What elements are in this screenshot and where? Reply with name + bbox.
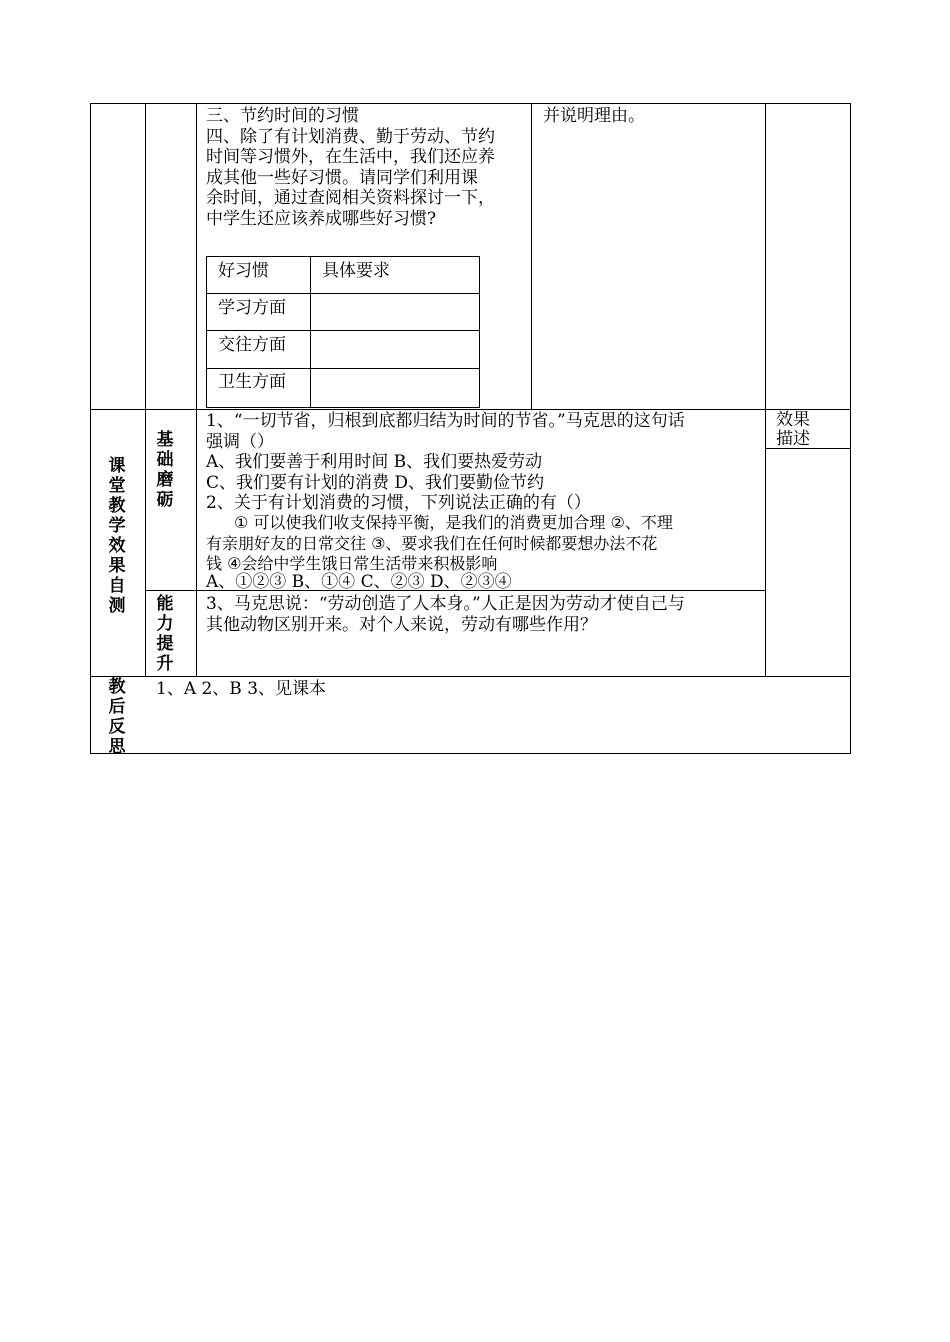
option-line: 有亲朋好友的日常交往 ③、要求我们在任何时候都要想办法不花	[206, 533, 658, 553]
basic-questions	[206, 411, 685, 514]
question-line: 3、马克思说：“劳动创造了人本身。”人正是因为劳动才使自己与	[206, 594, 685, 614]
prompt-line: 四、除了有计划消费、勤于劳动、节约	[206, 126, 495, 147]
habits-col-divider	[310, 256, 311, 408]
prompt-line: 三、节约时间的习惯	[206, 106, 359, 126]
reflection-text	[156, 679, 326, 700]
ability-label: 能力提升	[156, 594, 174, 674]
question-line: 强调（）	[206, 431, 274, 452]
habits-row-social: 交往方面	[218, 335, 286, 355]
question-line: 其他动物区别开来。对个人来说，劳动有哪些作用？	[206, 614, 597, 635]
question-options	[206, 513, 673, 575]
question-line: 1、“一切节省，归根到底都归结为时间的节省。”马克思的这句话	[206, 411, 685, 431]
col-divider	[145, 103, 146, 677]
ability-question	[206, 594, 685, 635]
basic-label: 基础磨砺	[156, 430, 174, 510]
prompt-line: 中学生还应该养成哪些好习惯?	[206, 208, 437, 229]
row-divider	[90, 409, 851, 410]
habits-prompt	[206, 106, 495, 229]
habits-row-study: 学习方面	[218, 298, 286, 318]
habits-row-divider	[206, 293, 480, 294]
question-line: 2、关于有计划消费的习惯，下列说法正确的有（）	[206, 493, 591, 513]
col-divider	[196, 103, 197, 677]
habits-header-habit: 好习惯	[218, 261, 269, 281]
habits-header-requirement: 具体要求	[322, 261, 390, 281]
habits-row-divider	[206, 368, 480, 369]
col-divider	[765, 103, 766, 677]
habits-row-hygiene: 卫生方面	[218, 372, 286, 392]
habits-row-divider	[206, 330, 480, 331]
effect-label-line: 效果	[776, 410, 810, 430]
right-note-text: 并说明理由。	[543, 106, 645, 126]
option-line: ① 可以使我们收支保持平衡，是我们的消费更加合理 ②、不理	[234, 513, 673, 532]
col-divider	[531, 103, 532, 409]
question-line: A、我们要善于利用时间 B、我们要热爱劳动	[206, 452, 543, 472]
prompt-line: 余时间，通过查阅相关资料探讨一下，	[206, 188, 495, 208]
effect-label	[776, 411, 810, 449]
prompt-line: 时间等习惯外，在生活中，我们还应养	[206, 147, 495, 167]
reflection-label: 教后反思	[108, 677, 126, 757]
answer-choices-line: A、①②③ B、①④ C、②③ D、②③④	[206, 572, 512, 592]
self-test-label: 课堂教学效果自测	[108, 456, 126, 616]
right-note	[543, 106, 645, 127]
row-divider	[90, 676, 851, 677]
option-line: 钱 ④会给中学生饿日常生活带来积极影响	[206, 554, 498, 573]
prompt-line: 成其他一些好习惯。请同学们利用课	[206, 167, 478, 188]
answer-choices	[206, 572, 512, 593]
question-line: C、我们要有计划的消费 D、我们要勤俭节约	[206, 472, 545, 493]
reflection-line: 1、A 2、B 3、见课本	[156, 679, 327, 699]
effect-label-line: 描述	[776, 429, 810, 449]
